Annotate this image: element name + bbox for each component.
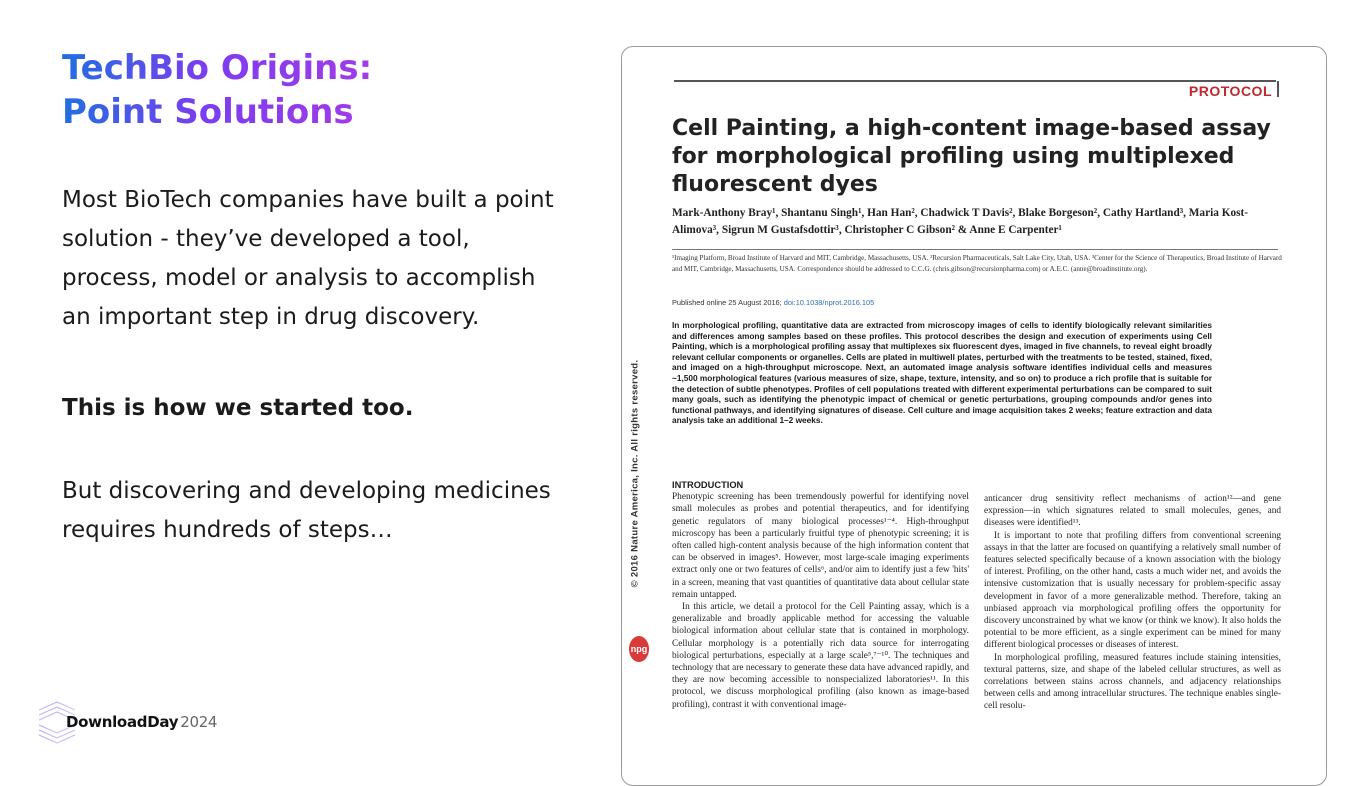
slide-title-line1: TechBio Origins:	[62, 48, 373, 88]
logo-wordmark	[66, 713, 217, 731]
downloadday-logo	[36, 700, 217, 744]
left-col-paragraph: In this article, we detail a protocol for the Cell Painting assay, which is a generalizable and broadly applicable method for accessing the valuable biological information about cellular state that is contained in morphology. Cellular morphology is a potentially rich data source for interrogating biological perturbations, especially at a large scale⁵,⁷⁻¹⁰. The techniques and technology that are necessary to generate these data have advanced rapidly, and they are now becoming accessible to nonspecialized laboratories¹¹. In this protocol, we discuss morphological profiling (also known as image-based profiling), contrast it with conventional image-	[672, 602, 969, 710]
slide-title-line2: Point Solutions	[62, 92, 354, 132]
intro-heading: INTRODUCTION	[672, 480, 744, 490]
body-paragraph-point-solution: Most BioTech companies have built a point solution - they’ve developed a tool, process, model or analysis to accomplish an important step in drug discovery.	[62, 187, 554, 330]
header-tick	[1277, 81, 1279, 97]
body-paragraph-hundreds-of-steps: But discovering and developing medicines requires hundreds of steps…	[62, 478, 551, 543]
npg-logo: npg	[629, 636, 649, 662]
protocol-tag: PROTOCOL	[1188, 83, 1272, 99]
paper-screenshot	[621, 46, 1327, 786]
left-col-paragraph: Phenotypic screening has been tremendously powerful for identifying novel small molecules as probes and potential therapeutics, and for identifying genetic regulators of many biological processes¹⁻⁴. High-throughput microscopy has been a particularly fruitful type of phenotypic screening; it is often called high-content analysis because of the high information content that can be observed in images⁵. However, most large-scale imaging experiments extract only one or two features of cells⁶, and/or aim to identify just a few 'hits' in a screen, meaning that vast quantities of quantitative data about cellular state remain untapped.	[672, 492, 969, 600]
paper-doi: doi:10.1038/nprot.2016.105	[783, 298, 875, 307]
paper-column-right	[984, 493, 1281, 713]
body-paragraph-how-we-started: This is how we started too.	[62, 395, 414, 421]
logo-year: 2024	[180, 713, 218, 731]
published-date: Published online 25 August 2016;	[672, 298, 782, 307]
slide-title	[62, 46, 372, 134]
authors-rule	[672, 249, 1278, 250]
right-col-paragraph: anticancer drug sensitivity reflect mechanisms of action¹²—and gene expression—in which signatures related to small molecules, genes, and diseases were identified¹³.	[984, 494, 1281, 529]
paper-published	[672, 298, 874, 307]
header-rule	[674, 80, 1276, 82]
paper-column-left	[672, 479, 969, 711]
paper-authors: Mark-Anthony Bray¹, Shantanu Singh¹, Han Han², Chadwick T Davis², Blake Borgeson², Cathy Hartland³, Maria Kost-Alimova³, Sigrun M Gustafsdottir³, Christopher C Gibson² & Anne E Carpenter¹	[672, 207, 1249, 236]
paper-title: Cell Painting, a high-content image-based assay for morphological profiling using multiplexed fluorescent dyes	[672, 116, 1271, 197]
logo-brand: DownloadDay	[66, 713, 179, 731]
paper-affiliations: ¹Imaging Platform, Broad Institute of Harvard and MIT, Cambridge, Massachusetts, USA. ²Recursion Pharmaceuticals, Salt Lake City, Utah, USA. ³Center for the Science of Therapeutics, Broad Institute of Harvard and MIT, Cambridge, Massachusetts, USA. Correspondence should be addressed to C.C.G. (chris.gibson@recursionpharma.com) or A.E.C. (anne@broadinstitute.org).	[672, 254, 1282, 273]
right-col-paragraph: It is important to note that profiling differs from conventional screening assays in that the latter are focused on quantifying a relatively small number of features selected specifically because of a known association with the biology of interest. Profiling, on the other hand, casts a much wider net, and avoids the intensive customization that is usually necessary for problem-specific assay development in favor of a more generalizable method. Therefore, taking an unbiased approach via morphological profiling offers the opportunity for discovery unconstrained by what we know (or think we know). It also holds the potential to be more efficient, as a single experiment can be mined for many different biological processes or diseases of interest.	[984, 530, 1281, 651]
copyright-vertical: © 2016 Nature America, Inc. All rights reserved.	[629, 359, 641, 588]
paper-abstract: In morphological profiling, quantitative data are extracted from microscopy images of cells to identify biologically relevant similarities and differences among samples based on these profiles. This protocol describes the design and execution of experiments using Cell Painting, which is a morphological profiling assay that multiplexes six fluorescent dyes, imaged in five channels, to reveal eight broadly relevant cellular components or organelles. Cells are plated in multiwell plates, perturbed with the treatments to be tested, stained, fixed, and imaged on a high-throughput microscope. Next, an automated image analysis software identifies individual cells and measures ~1,500 morphological features (various measures of size, shape, texture, intensity, and so on) to produce a rich profile that is suitable for the detection of subtle phenotypes. Profiles of cell populations treated with different experimental perturbations can be compared to suit many goals, such as identifying the phenotypic impact of chemical or genetic perturbations, grouping compounds and/or genes into functional pathways, and identifying signatures of disease. Cell culture and image acquisition takes 2 weeks; feature extraction and data analysis take an additional 1–2 weeks.	[672, 320, 1212, 426]
right-col-paragraph: In morphological profiling, measured features include staining intensities, textural patterns, size, and shape of the labeled cellular structures, as well as correlations between stains across channels, and adjacency relationships between cells and among intracellular structures. The technique enables single-cell resolu-	[984, 652, 1281, 712]
